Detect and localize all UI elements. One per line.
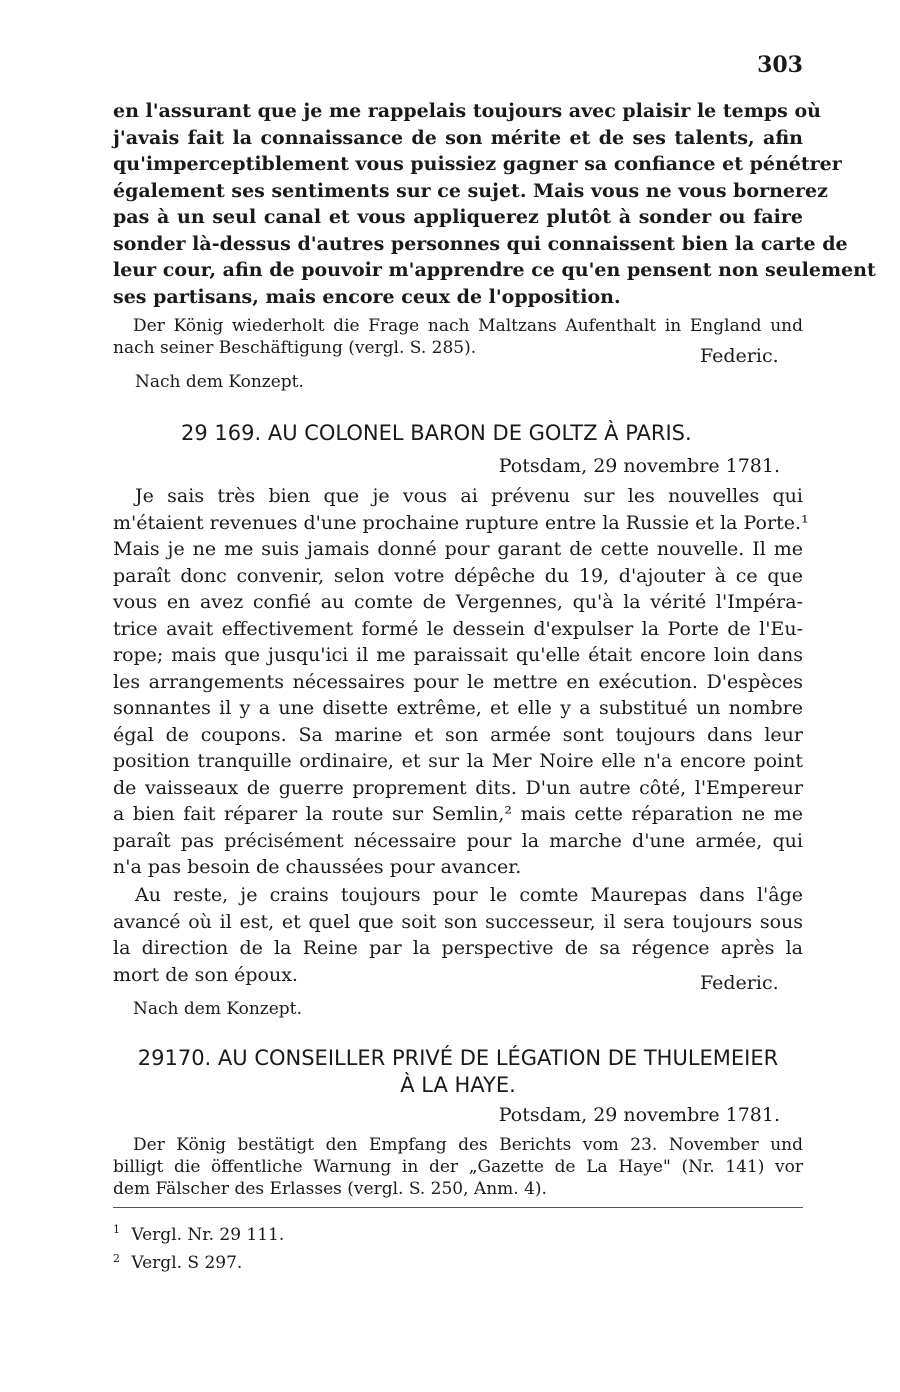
text-line: sonder là-dessus d'autres personnes qui connaissent bien la carte de — [113, 232, 848, 255]
source-note-2: Nach dem Konzept. — [133, 999, 302, 1019]
note-line: nach seiner Beschäftigung (vergl. S. 285). — [113, 338, 477, 358]
text-line: les arrangements nécessaires pour le mettre en exécution. D'espèces — [113, 670, 803, 693]
text-line: de vaisseaux de guerre proprement dits. D'un autre côté, l'Empereur — [113, 776, 803, 799]
footnote-text: Vergl. Nr. 29 111. — [131, 1224, 285, 1245]
text-line: en l'assurant que je me rappelais toujours avec plaisir le temps où — [113, 100, 821, 122]
footnotes — [113, 1218, 284, 1275]
page-number: 303 — [757, 52, 803, 78]
footnote-divider — [113, 1207, 803, 1208]
place-date-1: Potsdam, 29 novembre 1781. — [498, 455, 780, 477]
text-line: Au reste, je crains toujours pour le comte Maurepas dans l'âge — [135, 884, 803, 906]
text-line: également ses sentiments sur ce sujet. Mais vous ne vous bornerez — [113, 179, 828, 202]
text-line: trice avait effectivement formé le dessein d'expulser la Porte de l'Eu- — [113, 617, 803, 640]
text-line: ses partisans, mais encore ceux de l'opposition. — [113, 285, 621, 308]
text-line: n'a pas besoin de chaussées pour avancer. — [113, 856, 522, 878]
text-line: paraît donc convenir, selon votre dépêche du 19, d'ajouter à ce que — [113, 564, 803, 587]
note-line: Der König bestätigt den Empfang des Berichts vom 23. November und — [133, 1135, 803, 1155]
note-line: dem Fälscher des Erlasses (vergl. S. 250, Anm. 4). — [113, 1179, 547, 1199]
text-line: m'étaient revenues d'une prochaine rupture entre la Russie et la Porte.¹ — [113, 511, 809, 534]
source-note-1: Nach dem Konzept. — [135, 372, 304, 392]
text-line: égal de coupons. Sa marine et son armée sont toujours dans leur — [113, 723, 803, 746]
letter-heading-29170-line-2: À LA HAYE. — [400, 1073, 516, 1097]
text-line: avancé où il est, et quel que soit son successeur, il sera toujours sous — [113, 910, 803, 933]
text-line: paraît pas précisément nécessaire pour la marche d'une armée, qui — [113, 829, 803, 852]
text-line: vous en avez confié au comte de Vergennes, qu'à la vérité l'Impéra- — [113, 591, 803, 613]
place-date-2: Potsdam, 29 novembre 1781. — [498, 1104, 780, 1126]
signature-1: Federic. — [700, 345, 779, 367]
letter-29169-paragraph-1 — [113, 483, 809, 881]
footnote-marker: 1 — [113, 1223, 120, 1236]
note-line: billigt die öffentliche Warnung in der „Gazette de La Haye" (Nr. 141) vor — [113, 1157, 803, 1177]
text-line: a bien fait réparer la route sur Semlin,² mais cette réparation ne me — [113, 803, 803, 825]
footnote-1 — [113, 1218, 284, 1247]
letter-heading-29170: 29170. AU CONSEILLER PRIVÉ DE LÉGATION DE THULEMEIER — [137, 1046, 779, 1070]
footnote-2 — [113, 1247, 284, 1276]
letter-heading-29169: 29 169. AU COLONEL BARON DE GOLTZ À PARIS. — [181, 421, 692, 445]
text-line: qu'imperceptiblement vous puissiez gagner sa confiance et pénétrer — [113, 153, 842, 175]
continuation-paragraph — [113, 98, 876, 310]
text-line: Mais je ne me suis jamais donné pour garant de cette nouvelle. Il me — [113, 538, 803, 560]
text-line: j'avais fait la connaissance de son mérite et de ses talents, afin — [113, 126, 803, 149]
text-line: pas à un seul canal et vous appliquerez plutôt à sonder ou faire — [113, 206, 803, 228]
text-line: leur cour, afin de pouvoir m'apprendre ce qu'en pensent non seulement — [113, 259, 876, 281]
note-line: Der König wiederholt die Frage nach Maltzans Aufenthalt in England und — [133, 316, 803, 336]
footnote-text: Vergl. S 297. — [131, 1253, 243, 1274]
text-line: la direction de la Reine par la perspective de sa régence après la — [113, 937, 803, 959]
text-line: position tranquille ordinaire, et sur la Mer Noire elle n'a encore point — [113, 750, 803, 772]
editorial-note-2 — [113, 1134, 803, 1200]
text-line: rope; mais que jusqu'ici il me paraissait qu'elle était encore loin dans — [113, 644, 803, 666]
text-line: mort de son époux. — [113, 963, 298, 986]
text-line: sonnantes il y a une disette extrême, et elle y a substitué un nombre — [113, 697, 803, 719]
signature-2: Federic. — [700, 972, 779, 994]
text-line: Je sais très bien que je vous ai prévenu sur les nouvelles qui — [135, 485, 803, 507]
footnote-marker: 2 — [113, 1251, 120, 1265]
